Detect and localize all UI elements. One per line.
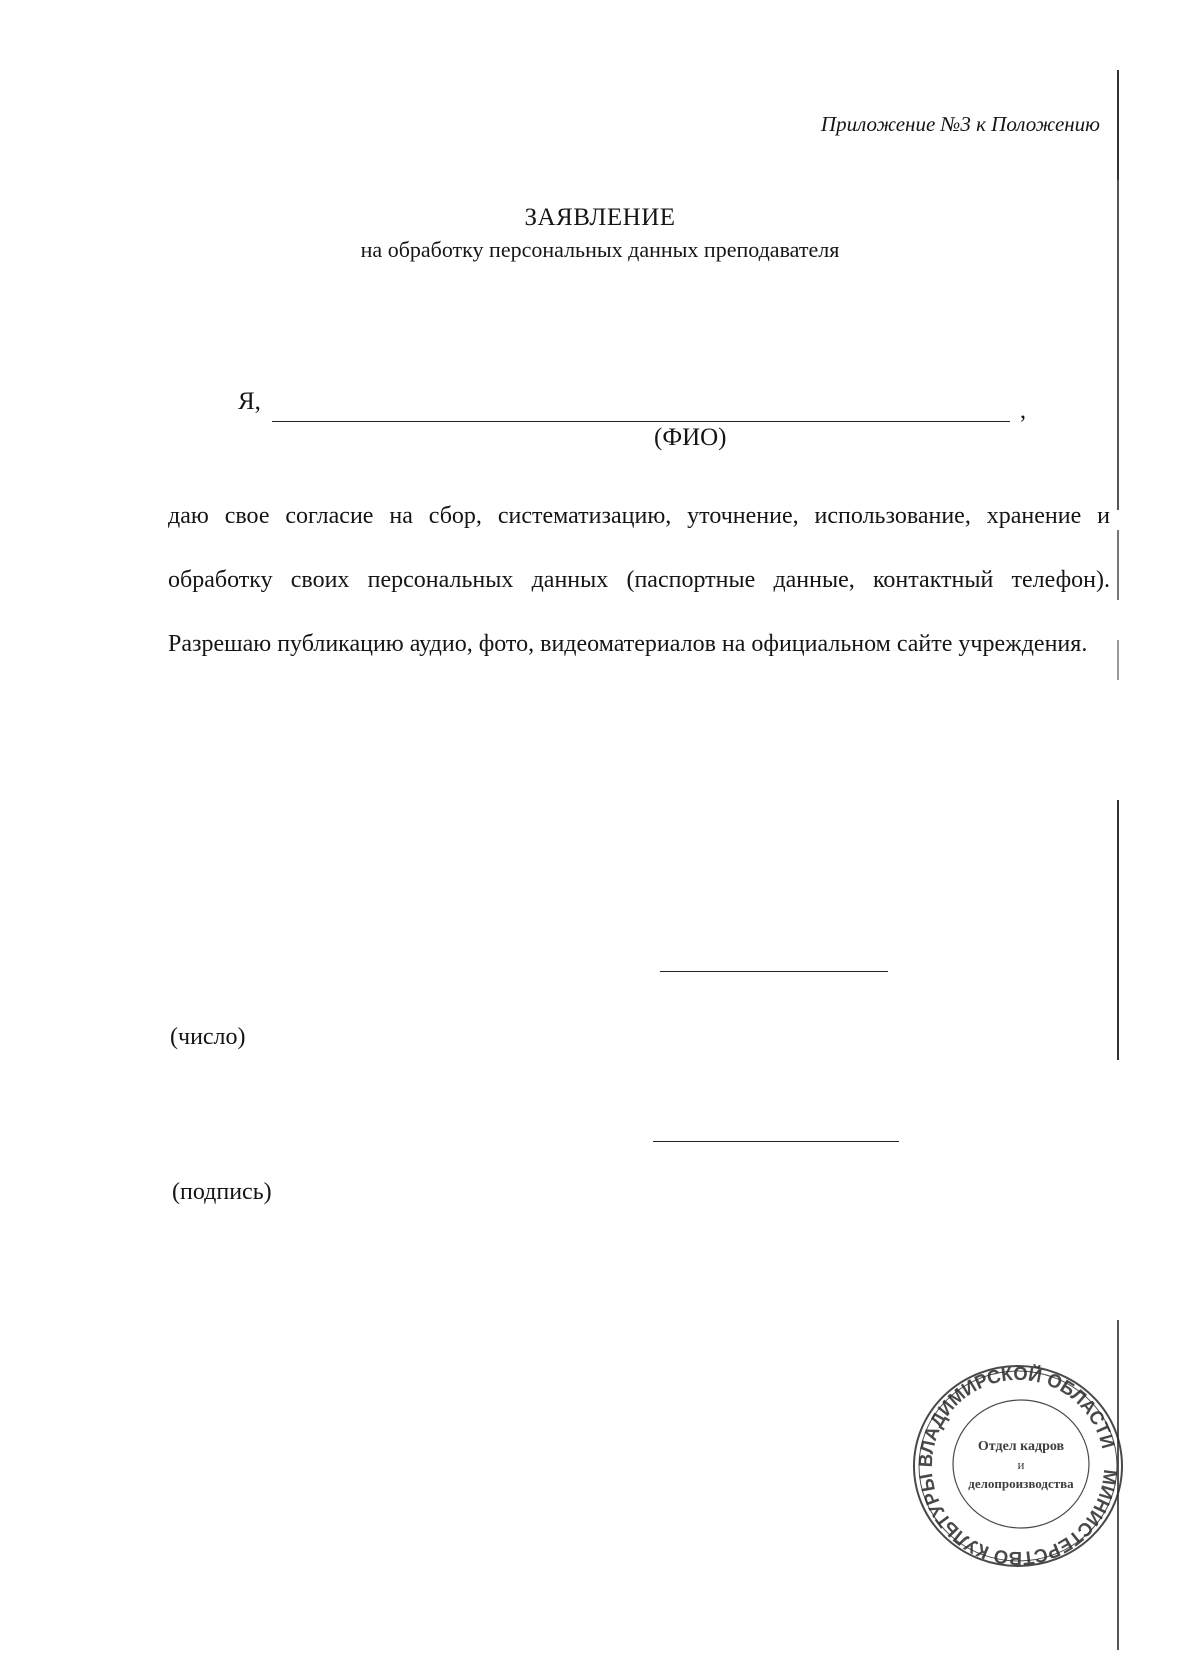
stamp-inner-line2: и <box>1017 1457 1025 1472</box>
official-stamp <box>910 1358 1126 1574</box>
applicant-prefix: Я, <box>238 388 261 415</box>
signature-caption: (подпись) <box>172 1179 272 1205</box>
stamp-inner-line3: делопроизводства <box>968 1476 1074 1491</box>
fio-comma: , <box>1020 398 1026 424</box>
fio-caption: (ФИО) <box>654 424 727 451</box>
stamp-outer-textpath: МИНИСТЕРСТВО КУЛЬТУРЫ ВЛАДИМИРСКОЙ ОБЛАСТИ <box>915 1363 1121 1569</box>
fio-blank-line <box>272 421 1010 422</box>
signature-blank-line <box>653 1141 899 1142</box>
document-title: ЗАЯВЛЕНИЕ <box>524 204 676 231</box>
date-caption: (число) <box>170 1024 246 1050</box>
document-subtitle: на обработку персональных данных преподавателя <box>360 237 840 262</box>
appendix-note: Приложение №3 к Положению <box>820 112 1100 136</box>
consent-paragraph: даю свое согласие на сбор, систематизацию, уточнение, использование, хранение и обработку своих персональных данных (паспортные данные, контактный телефон). Разрешаю публикацию аудио, фото, видеоматериалов на официальном сайте учреждения. <box>168 503 1110 657</box>
stamp-inner-line1: Отдел кадров <box>977 1439 1065 1454</box>
date-blank-line <box>660 971 888 972</box>
